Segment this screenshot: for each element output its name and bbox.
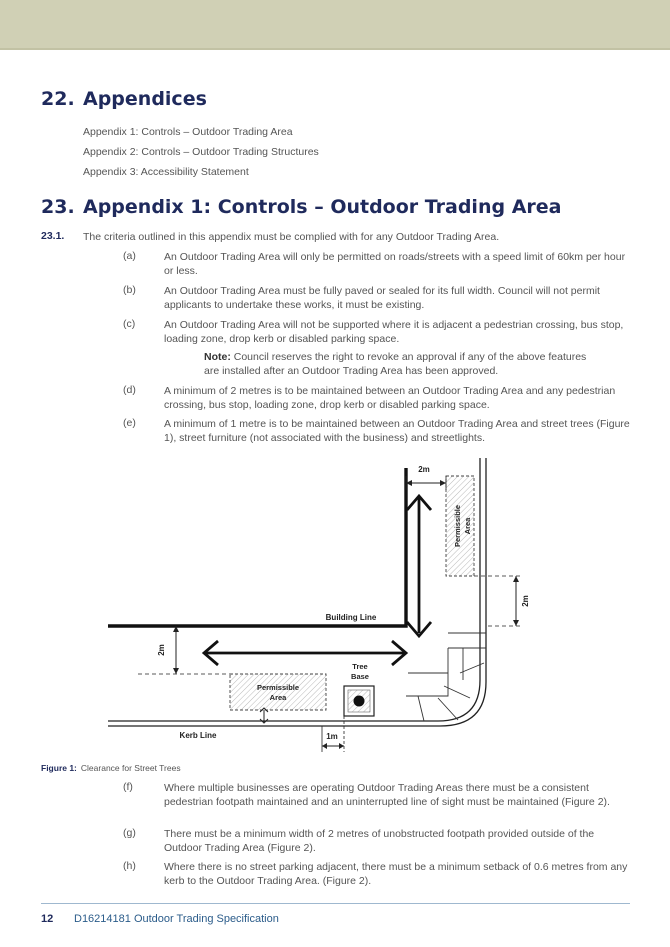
item-label-g: (g) <box>123 827 136 839</box>
document-title: D16214181 Outdoor Trading Specification <box>74 913 279 925</box>
header-band <box>0 0 670 50</box>
appendix-link-3[interactable]: Appendix 3: Accessibility Statement <box>83 166 249 178</box>
label-dim-left: 2m <box>157 644 166 656</box>
item-label-f: (f) <box>123 781 133 793</box>
item-label-h: (h) <box>123 860 136 872</box>
item-text-e: A minimum of 1 metre is to be maintained between an Outdoor Trading Area and street trees (Figure 1), street furniture (not associated with the business) and streetlights. <box>164 418 630 444</box>
label-dim-right: 2m <box>521 595 530 607</box>
label-tree-base-1: Tree <box>352 662 368 671</box>
label-permissible-2: Area <box>269 693 287 702</box>
clause-number: 23.1. <box>41 230 65 242</box>
note-text: Council reserves the right to revoke an approval if any of the above features are installed after an Outdoor Trading Area has been approved. <box>204 351 587 377</box>
figure-caption-text: Clearance for Street Trees <box>80 763 181 773</box>
appendix-link-2[interactable]: Appendix 2: Controls – Outdoor Trading Structures <box>83 146 319 158</box>
footer-divider <box>41 903 630 904</box>
note-label: Note: <box>204 351 231 363</box>
label-kerb-line: Kerb Line <box>179 731 217 740</box>
page-number: 12 <box>41 913 54 925</box>
item-text-g: There must be a minimum width of 2 metres of unobstructed footpath provided outside of the Outdoor Trading Area (Figure 2). <box>164 828 595 854</box>
appendix-link-1[interactable]: Appendix 1: Controls – Outdoor Trading Area <box>83 126 293 138</box>
item-text-f: Where multiple businesses are operating Outdoor Trading Areas there must be a consistent pedestrian footpath maintained and an uninterrupted line of sight must be maintained (Figure 2). <box>164 782 610 808</box>
label-dim-bottom: 1m <box>326 732 338 741</box>
heading-appendix-1 <box>41 196 561 218</box>
item-label-c: (c) <box>123 318 136 330</box>
label-permissible-1: Permissible <box>256 683 300 692</box>
heading-title: Appendices <box>83 88 207 110</box>
label-permissible-vertical-2: Area <box>463 517 472 535</box>
item-label-a: (a) <box>123 250 136 262</box>
figure-caption-label: Figure 1: <box>41 763 77 773</box>
note <box>204 350 604 378</box>
item-label-d: (d) <box>123 384 136 396</box>
item-label-b: (b) <box>123 284 136 296</box>
heading-number: 22. <box>41 88 75 110</box>
heading-title: Appendix 1: Controls – Outdoor Trading Area <box>83 196 562 218</box>
heading-number: 23. <box>41 196 75 218</box>
tree-icon <box>354 696 365 707</box>
label-building-line: Building Line <box>325 613 377 622</box>
corner-pavers <box>406 633 486 721</box>
clause-text: The criteria outlined in this appendix must be complied with for any Outdoor Trading Area. <box>83 231 500 243</box>
label-dim-top: 2m <box>418 465 430 474</box>
permissible-area-horizontal <box>230 674 326 710</box>
figure-street-tree-clearance <box>108 458 594 758</box>
item-label-e: (e) <box>123 417 136 429</box>
label-tree-base-2: Base <box>351 672 369 681</box>
heading-appendices <box>41 88 207 110</box>
item-text-h: Where there is no street parking adjacent, there must be a minimum setback of 0.6 metres from any kerb to the Outdoor Trading Area. (Figure 2). <box>164 861 628 887</box>
figure-caption <box>41 763 181 773</box>
item-text-c: An Outdoor Trading Area will not be supported where it is adjacent a pedestrian crossing, bus stop, loading zone, drop kerb or disabled parking space. <box>164 319 624 345</box>
label-permissible-vertical-1: Permissible <box>453 504 462 548</box>
item-text-a: An Outdoor Trading Area will only be permitted on roads/streets with a speed limit of 60km per hour or less. <box>164 251 626 277</box>
item-text-d: A minimum of 2 metres is to be maintained between an Outdoor Trading Area and any pedestrian crossing, bus stop, loading zone, drop kerb or disabled parking space. <box>164 385 616 411</box>
item-text-b: An Outdoor Trading Area must be fully paved or sealed for its full width. Council will not permit applicants to undertake these works, it must be existing. <box>164 285 600 311</box>
building-line <box>108 468 406 626</box>
